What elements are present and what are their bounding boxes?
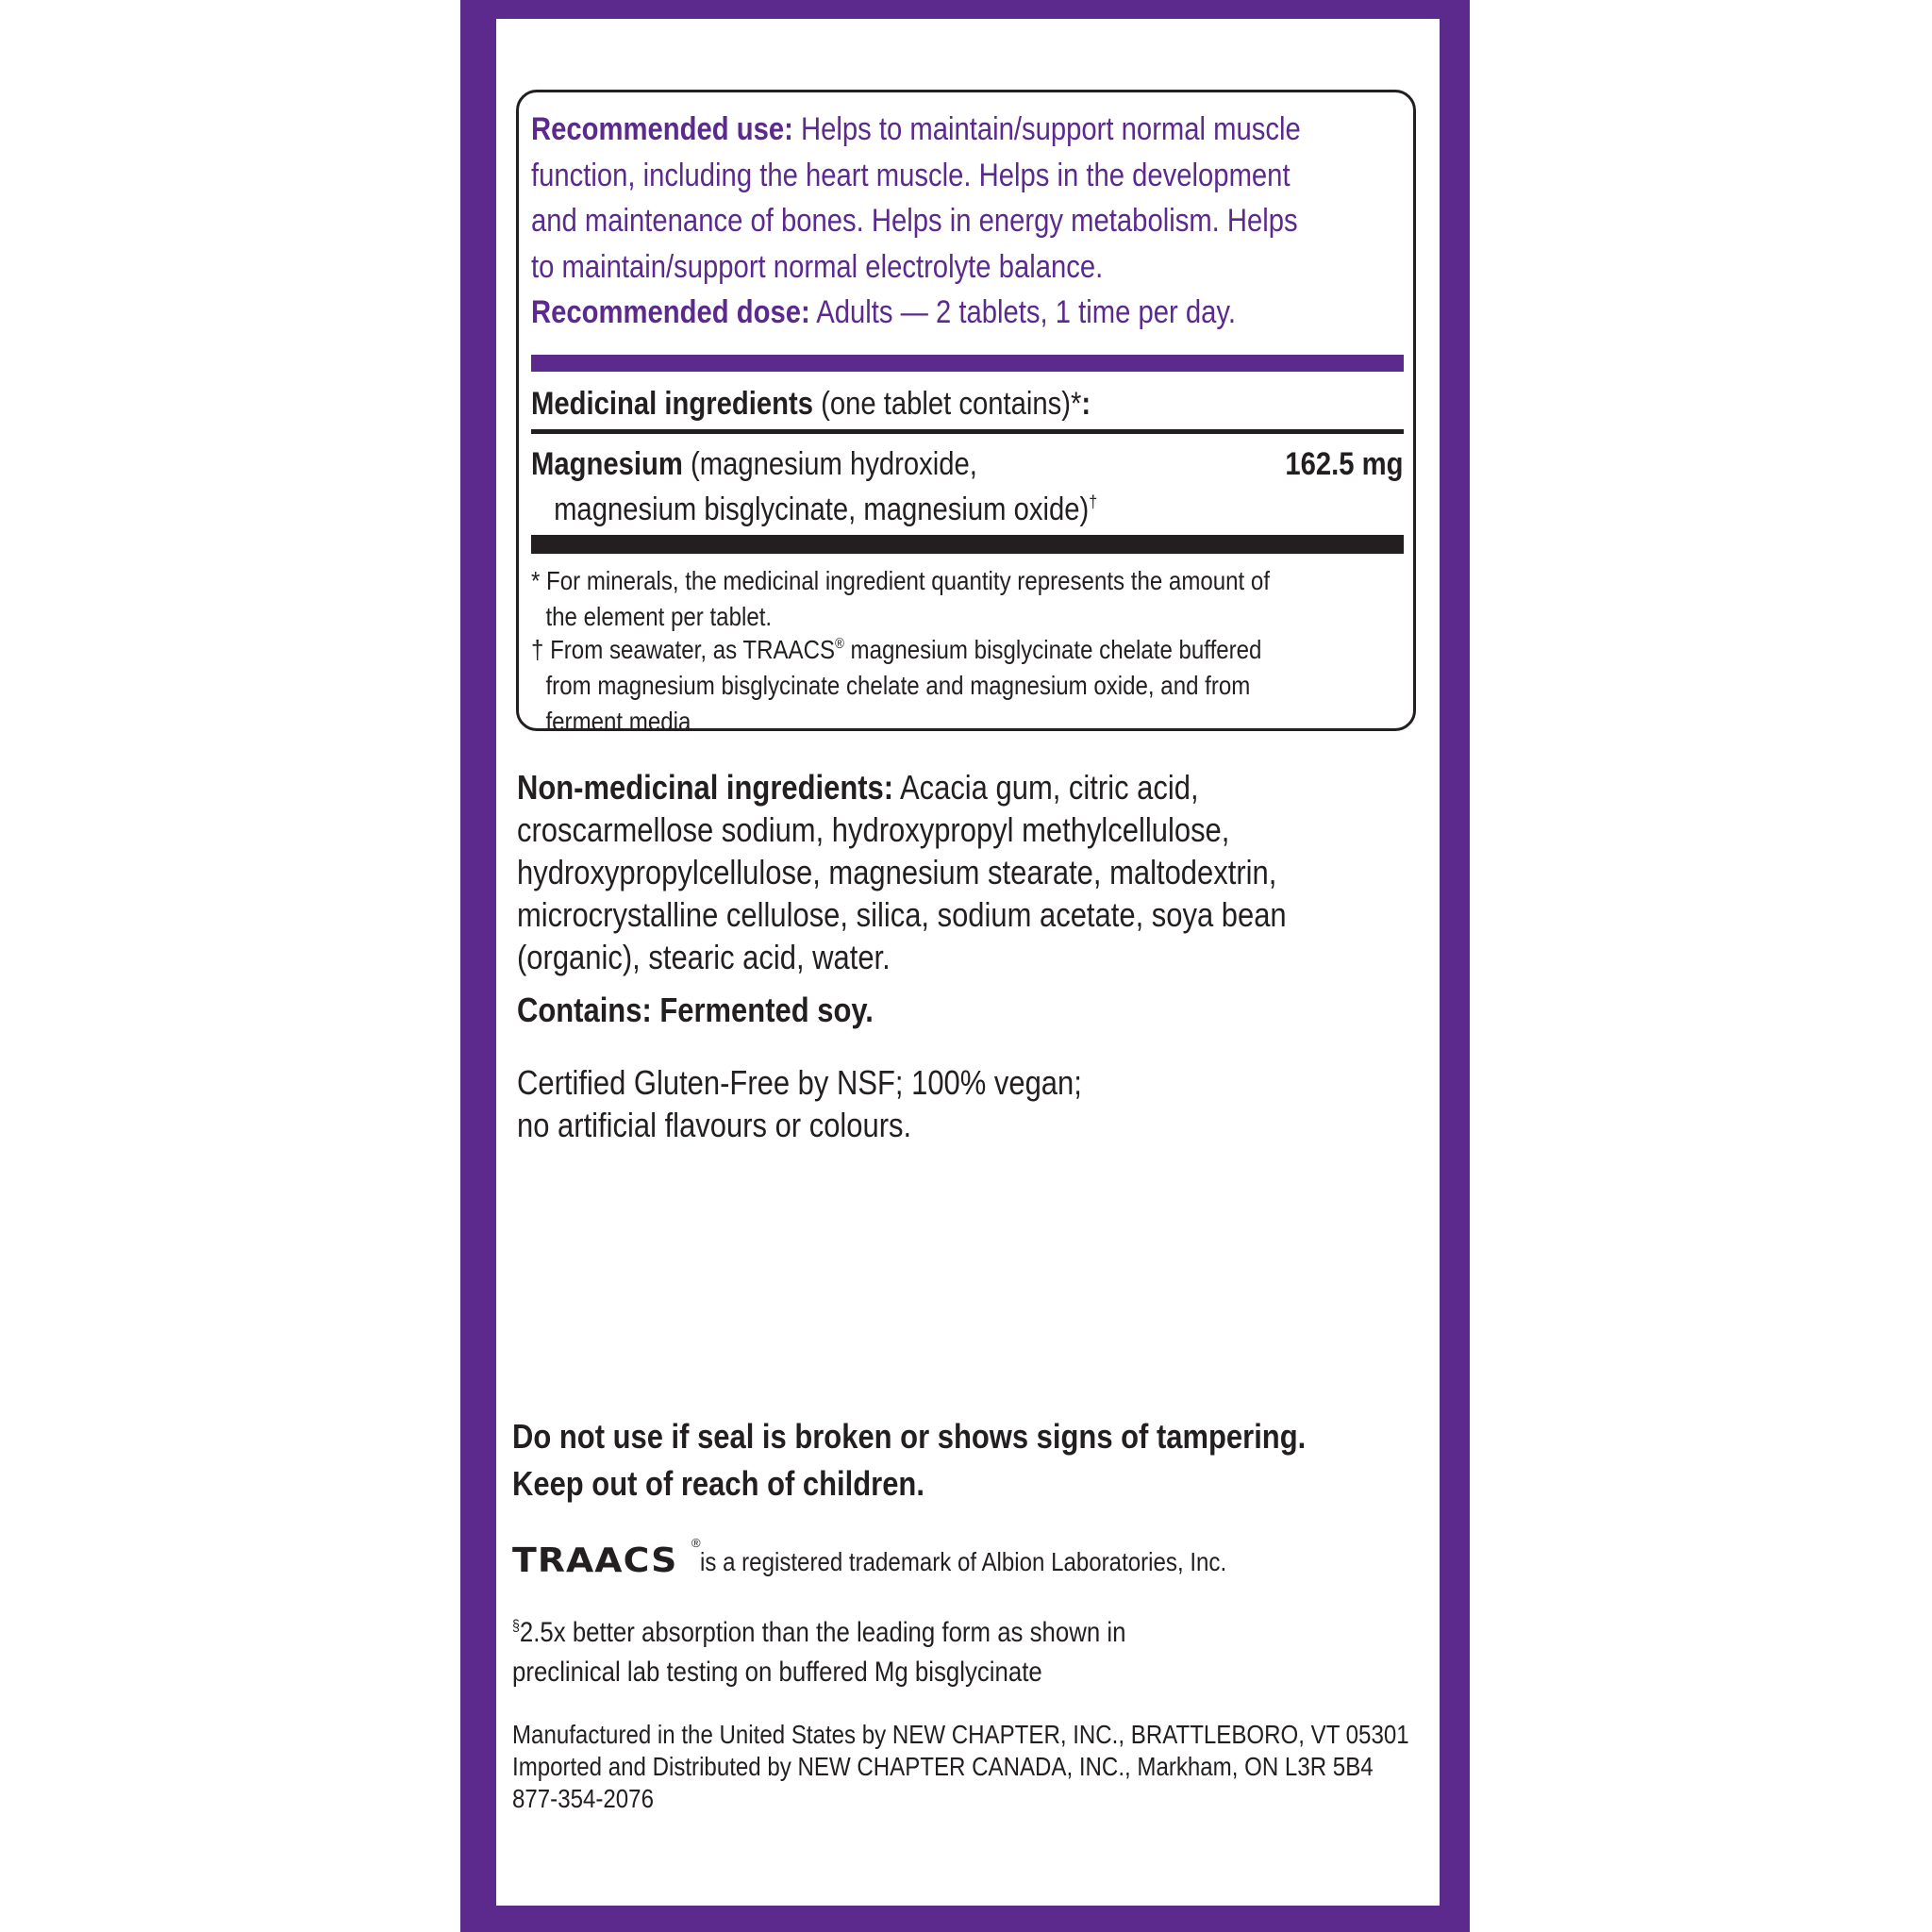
trademark-text: is a registered trademark of Albion Laboratories, Inc.: [700, 1547, 1227, 1576]
recommended-use-text: and maintenance of bones. Helps in energy metabolism. Helps: [531, 203, 1298, 239]
ingredient-source: magnesium bisglycinate, magnesium oxide): [554, 491, 1090, 527]
trademark-notice: [512, 1536, 1597, 1589]
ingredient-amount: 162.5 mg: [1285, 446, 1404, 482]
thick-divider: [531, 535, 1404, 554]
info-box: [516, 90, 1416, 736]
registered-mark: ®: [691, 1536, 701, 1550]
absorption-claim: §2.5x better absorption than the leading form as shown in preclinical lab testing on buffered Mg bisglycinate: [512, 1617, 1126, 1688]
medicinal-heading: [531, 383, 1391, 425]
recommended-use-label: Recommended use:: [531, 111, 793, 147]
non-medicinal-ingredients: Non-medicinal ingredients: Acacia gum, citric acid, croscarmellose sodium, hydroxypropyl methylcellulose, hydroxypropylcellulose, magnesium stearate, maltodextrin, microcrystalline cellulose, silica, sodium acetate, soya bean (organic), stearic acid, water.: [517, 768, 1287, 976]
footnote-dagger: † From seawater, as TRAACS® magnesium bisglycinate chelate buffered from magnesium bisglycinate chelate and magnesium oxide, and from ferment media: [531, 635, 1262, 736]
section-symbol: §: [512, 1617, 520, 1635]
medicinal-subheading: (one tablet contains)*: [812, 386, 1082, 422]
recommended-use-text: Helps to maintain/support normal muscle: [792, 111, 1301, 147]
footnote-star: * For minerals, the medicinal ingredient quantity represents the amount of the element per tablet.: [531, 566, 1271, 631]
non-medicinal-label: Non-medicinal ingredients:: [517, 768, 894, 807]
contains-statement: Contains: Fermented soy.: [517, 991, 874, 1029]
recommended-dose-label: Recommended dose:: [531, 294, 810, 330]
medicinal-heading-label: Medicinal ingredients: [531, 386, 813, 422]
warning-text: Do not use if seal is broken or shows signs of tampering. Keep out of reach of children.: [512, 1417, 1307, 1503]
recommended-section: [531, 107, 1301, 336]
ingredient-row: [531, 441, 1404, 532]
traacs-logo: TRAACS: [512, 1541, 678, 1580]
ingredient-source: (magnesium hydroxide,: [682, 446, 977, 482]
phone-number: 877-354-2076: [512, 1784, 654, 1813]
recommended-use-text: function, including the heart muscle. Helps in the development: [531, 157, 1291, 193]
thin-divider: [531, 429, 1404, 434]
purple-divider: [531, 355, 1404, 372]
label-frame: [460, 0, 1470, 1932]
ingredient-name: Magnesium: [531, 446, 683, 482]
certification-text: Certified Gluten-Free by NSF; 100% vegan; no artificial flavours or colours.: [517, 1063, 1082, 1144]
medicinal-colon: :: [1081, 386, 1091, 422]
recommended-dose-text: Adults — 2 tablets, 1 time per day.: [809, 294, 1237, 330]
dagger-mark: †: [1089, 491, 1098, 511]
label-panel: [496, 19, 1440, 1906]
manufacturer-info: Manufactured in the United States by NEW CHAPTER, INC., BRATTLEBORO, VT 05301 Imported and Distributed by NEW CHAPTER CANADA, INC., Markham, ON L3R 5B4 877-354-2076: [512, 1719, 1445, 1815]
recommended-use-text: to maintain/support normal electrolyte balance.: [531, 248, 1104, 285]
